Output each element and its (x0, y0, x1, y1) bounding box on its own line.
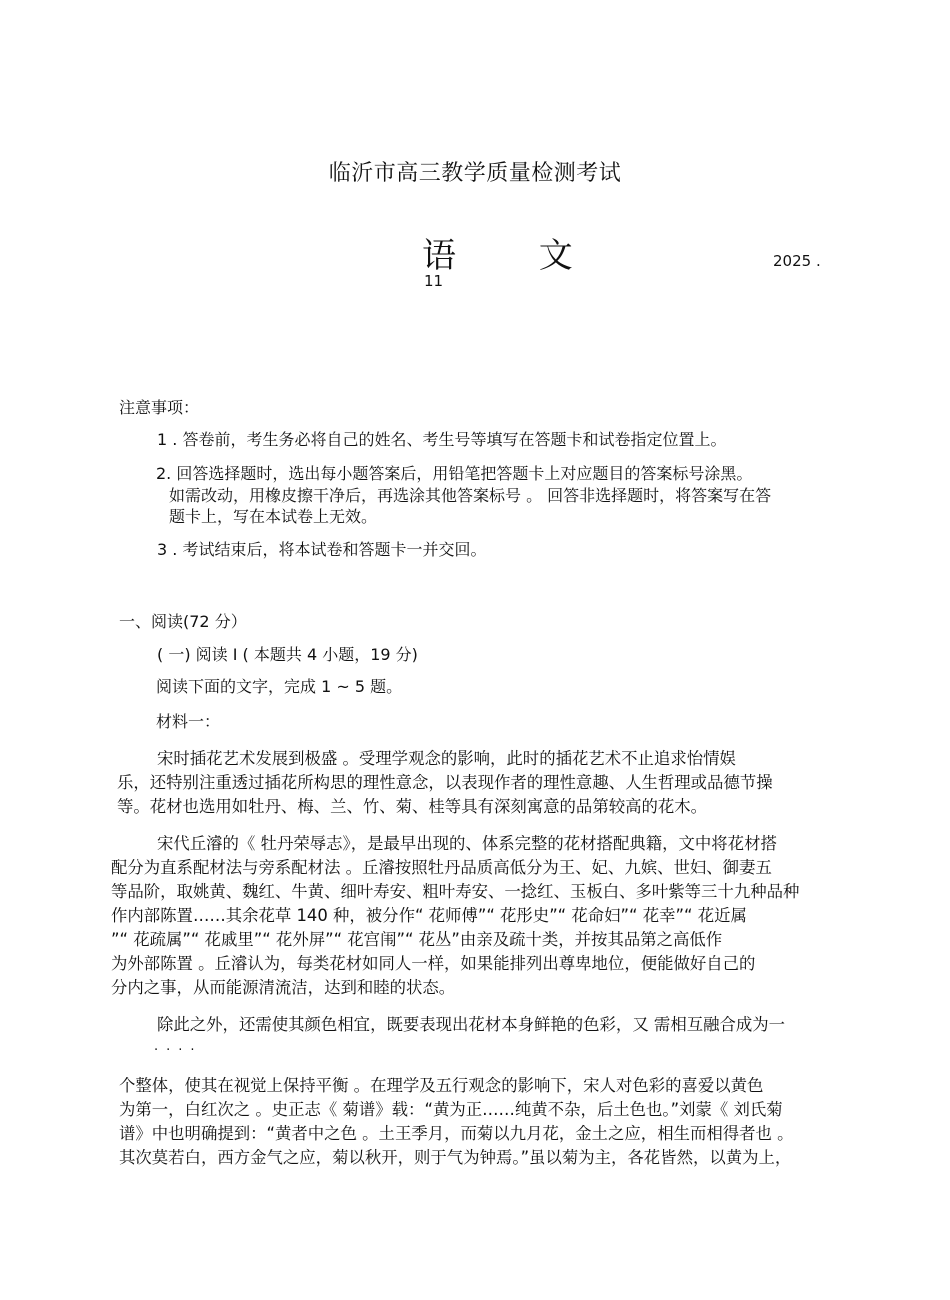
passage-line: 谱》中也明确提到：“黄者中之色 。土王季月，而菊以九月花，金土之应，相生而相得者也 。 (119, 1124, 794, 1143)
material-label: 材料一： (156, 712, 221, 731)
notice-heading: 注意事项： (119, 398, 200, 417)
passage-line: 为外部陈置 。丘濬认为，每类花材如同人一样，如果能排列出尊卑地位，便能做好自己的 (111, 954, 756, 973)
notice-item-1: 1 . 答卷前，考生务必将自己的姓名、考生号等填写在答题卡和试卷指定位置上。 (157, 430, 727, 449)
passage-line: 宋代丘濬的《 牡丹荣辱志》，是最早出现的、体系完整的花材搭配典籍，文中将花材搭 (157, 834, 777, 853)
subsection-heading: ( 一) 阅读 Ⅰ ( 本题共 4 小题，19 分) (157, 645, 418, 664)
notice-item-2-line-3: 题卡上，写在本试卷上无效。 (169, 507, 378, 526)
reading-instruction: 阅读下面的文字，完成 1 ~ 5 题。 (156, 677, 403, 696)
exam-date-year: 2025 . (773, 252, 821, 270)
passage-line: ”“ 花疏属”“ 花戚里”“ 花外屏”“ 花宫闱”“ 花丛”由亲及疏十类，并按其品第之高低作 (111, 930, 723, 949)
subject-title: 语 文 (422, 236, 609, 276)
passage-line: 等品阶，取姚黄、魏红、牛黄、细叶寿安、粗叶寿安、一捻红、玉板白、多叶紫等三十九种品种 (111, 882, 800, 901)
passage-line: 除此之外，还需使其颜色相宜，既要表现出花材本身鲜艳的色彩，又 需相互融合成为一 (157, 1015, 786, 1034)
notice-item-3: 3 . 考试结束后，将本试卷和答题卡一并交回。 (157, 540, 487, 559)
passage-line: 为第一，白红次之 。史正志《 菊谱》载：“黄为正……纯黄不杂，后土色也。”刘蒙《 刘氏菊 (119, 1100, 783, 1119)
passage-line: 等。花材也选用如牡丹、梅、兰、竹、菊、桂等具有深刻寓意的品第较高的花木。 (117, 797, 708, 816)
section-heading: 一、阅读(72 分） (119, 612, 247, 631)
notice-item-2-line-1: 2. 回答选择题时，选出每小题答案后，用铅笔把答题卡上对应题目的答案标号涂黑。 (156, 464, 753, 483)
passage-line: 配分为直系配材法与旁系配材法 。丘濬按照牡丹品质高低分为王、妃、九嫔、世妇、御妻五 (111, 858, 772, 877)
exam-title: 临沂市高三教学质量检测考试 (328, 161, 622, 186)
passage-line: 宋时插花艺术发展到极盛 。受理学观念的影响，此时的插花艺术不止追求怡情娱 (157, 749, 736, 768)
passage-line: 个整体，使其在视觉上保持平衡 。在理学及五行观念的影响下，宋人对色彩的喜爱以黄色 (119, 1076, 764, 1095)
notice-item-2-line-2: 如需改动，用橡皮擦干净后，再选涂其他答案标号 。 回答非选择题时，将答案写在答 (169, 486, 772, 505)
passage-line: 分内之事，从而能源清流洁，达到和睦的状态。 (111, 978, 456, 997)
passage-line: 乐，还特别注重透过插花所构思的理性意念，以表现作者的理性意趣、人生哲理或品德节操 (117, 773, 773, 792)
emphasis-dots: ···· (154, 1043, 203, 1058)
passage-line: 作内部陈置……其余花草 140 种，被分作“ 花师傅”“ 花彤史”“ 花命妇”“ 花幸”“ 花近属 (111, 906, 747, 925)
passage-line: 其次莫若白，西方金气之应，菊以秋开，则于气为钟焉。”虽以菊为主，各花皆然，以黄为上， (119, 1148, 792, 1167)
exam-date-month: 11 (424, 272, 444, 290)
